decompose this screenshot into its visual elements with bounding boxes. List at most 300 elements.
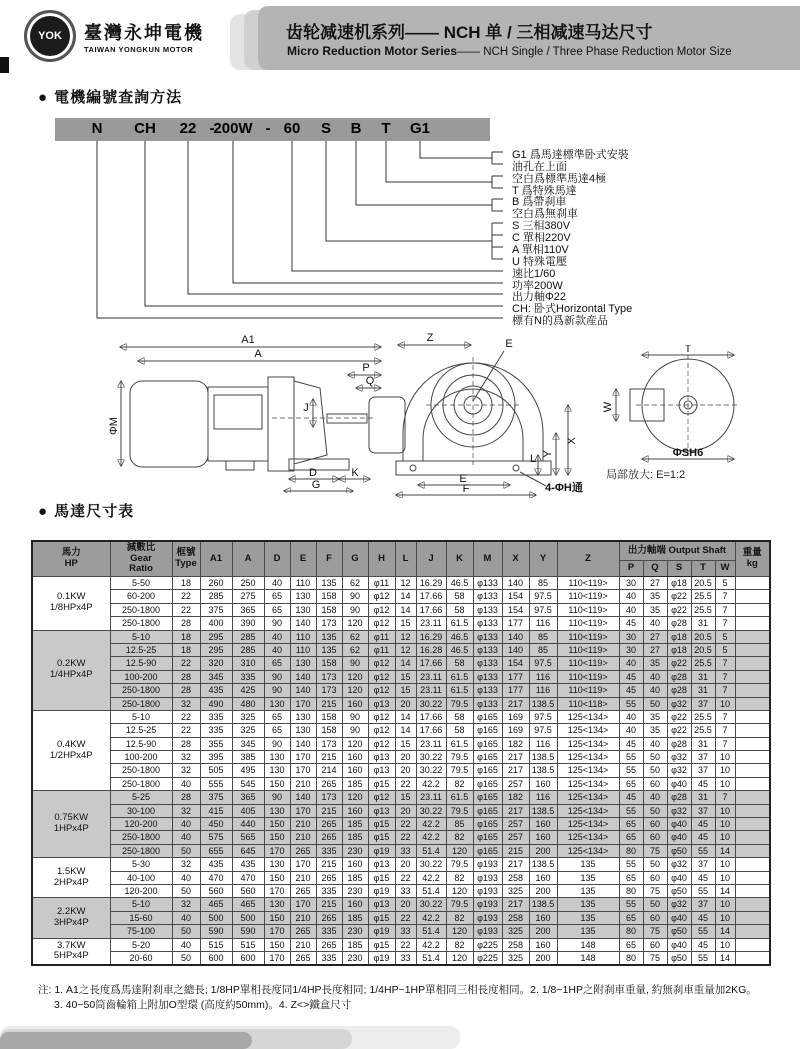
table-cell: 55 — [691, 844, 715, 857]
callout-label: U 特殊電壓 — [512, 256, 567, 268]
table-cell: φ32 — [667, 858, 691, 871]
table-cell: 250-1800 — [110, 844, 172, 857]
table-cell: 15 — [395, 684, 416, 697]
table-cell: φ18 — [667, 630, 691, 643]
table-cell: 405 — [232, 804, 264, 817]
table-cell — [735, 670, 770, 683]
dim-label-w: W — [602, 401, 614, 413]
table-cell: 75 — [643, 844, 667, 857]
table-cell: 15 — [395, 791, 416, 804]
table-cell: 12 — [395, 577, 416, 590]
table-cell: 130 — [264, 697, 290, 710]
table-cell: 65 — [619, 831, 643, 844]
table-cell: 5-10 — [110, 710, 172, 723]
table-cell: φ12 — [368, 710, 395, 723]
table-cell: 42.2 — [416, 831, 446, 844]
callout-label: T 爲特殊馬達 — [512, 185, 577, 197]
table-cell: 45 — [619, 791, 643, 804]
callout-label: 功率200W — [512, 280, 563, 292]
table-cell: 55 — [619, 898, 643, 911]
col-header: K — [446, 541, 473, 577]
table-cell: 125<134> — [557, 818, 619, 831]
table-cell: 170 — [290, 764, 316, 777]
table-cell: 480 — [232, 697, 264, 710]
table-cell: 40 — [619, 603, 643, 616]
callout-label: S 三相380V — [512, 220, 571, 232]
dim-label-x: X — [566, 437, 578, 445]
col-header: A1 — [200, 541, 232, 577]
table-row — [32, 670, 770, 683]
table-cell: φ11 — [368, 643, 395, 656]
table-cell: φ15 — [368, 818, 395, 831]
table-cell: 32 — [172, 804, 200, 817]
callout-label: 油孔在上面 — [512, 161, 567, 173]
table-cell: φ19 — [368, 884, 395, 897]
table-cell: φ40 — [667, 871, 691, 884]
table-cell: 335 — [316, 951, 342, 965]
table-cell: 265 — [316, 818, 342, 831]
table-cell: φ11 — [368, 577, 395, 590]
table-cell: 40 — [643, 684, 667, 697]
table-cell: φ165 — [473, 844, 502, 857]
table-cell: 130 — [264, 804, 290, 817]
table-cell: 45 — [619, 617, 643, 630]
table-cell: 20 — [395, 858, 416, 871]
table-cell — [735, 617, 770, 630]
table-cell: 82 — [446, 938, 473, 951]
table-cell — [735, 590, 770, 603]
drawing-side-view — [108, 333, 408, 493]
power-cell: 0.2KW 1/4HPx4P — [32, 630, 110, 710]
power-cell: 0.75KW 1HPx4P — [32, 791, 110, 858]
table-cell: 80 — [619, 844, 643, 857]
col-header: Y — [529, 541, 557, 577]
dim-label-e-top: E — [505, 338, 513, 350]
table-cell: 110<119> — [557, 670, 619, 683]
dim-label-q: Q — [365, 375, 375, 387]
col-header: X — [502, 541, 529, 577]
table-cell: 14 — [715, 844, 735, 857]
table-cell: 17.66 — [416, 603, 446, 616]
table-cell: 158 — [316, 603, 342, 616]
table-cell: 45 — [619, 684, 643, 697]
table-row — [32, 844, 770, 857]
table-cell: 50 — [643, 898, 667, 911]
table-cell: 5-30 — [110, 858, 172, 871]
table-cell: 22 — [395, 831, 416, 844]
table-cell: 33 — [395, 844, 416, 857]
dim-label-phi-m: ΦM — [108, 417, 120, 435]
footer-band-dark — [0, 1032, 252, 1049]
table-cell: 10 — [715, 831, 735, 844]
table-cell: 20.5 — [691, 643, 715, 656]
table-cell: φ22 — [667, 710, 691, 723]
table-cell: 325 — [502, 925, 529, 938]
table-cell: 7 — [715, 710, 735, 723]
table-cell: 465 — [200, 898, 232, 911]
table-cell: 170 — [264, 844, 290, 857]
table-cell: 215 — [316, 697, 342, 710]
table-cell: φ40 — [667, 777, 691, 790]
table-cell: 22 — [172, 724, 200, 737]
table-cell: 30.22 — [416, 898, 446, 911]
table-cell: 65 — [619, 911, 643, 924]
table-cell: 40 — [643, 670, 667, 683]
table-cell: 170 — [290, 898, 316, 911]
table-cell: 325 — [502, 951, 529, 965]
table-cell: 17.66 — [416, 724, 446, 737]
table-cell: 79.5 — [446, 751, 473, 764]
table-cell: 30-100 — [110, 804, 172, 817]
table-cell: 90 — [264, 791, 290, 804]
code-part-n: N — [91, 120, 103, 137]
table-cell: 80 — [619, 925, 643, 938]
table-cell: 230 — [342, 925, 368, 938]
table-cell: 173 — [316, 684, 342, 697]
table-row — [32, 925, 770, 938]
table-cell: 140 — [290, 737, 316, 750]
table-cell: 40 — [264, 577, 290, 590]
table-cell: 45 — [691, 818, 715, 831]
table-cell: 61.5 — [446, 617, 473, 630]
table-cell: 15 — [395, 670, 416, 683]
table-cell: 18 — [172, 577, 200, 590]
table-cell — [735, 831, 770, 844]
callout-label: 速比1/60 — [512, 268, 556, 280]
table-cell: 150 — [264, 871, 290, 884]
table-cell: 10 — [715, 938, 735, 951]
table-cell — [735, 951, 770, 965]
table-cell: 125<134> — [557, 751, 619, 764]
table-cell: φ13 — [368, 898, 395, 911]
table-cell: 37 — [691, 898, 715, 911]
table-cell: 217 — [502, 898, 529, 911]
table-row — [32, 777, 770, 790]
table-cell: 61.5 — [446, 791, 473, 804]
table-row — [32, 643, 770, 656]
table-cell — [735, 844, 770, 857]
table-cell: 173 — [316, 617, 342, 630]
table-cell: 42.2 — [416, 938, 446, 951]
table-cell: 173 — [316, 670, 342, 683]
table-cell: 575 — [200, 831, 232, 844]
table-cell: φ133 — [473, 657, 502, 670]
table-cell: 10 — [715, 818, 735, 831]
table-row — [32, 831, 770, 844]
table-cell: 210 — [290, 871, 316, 884]
table-cell: 7 — [715, 737, 735, 750]
table-cell: 200 — [529, 884, 557, 897]
table-cell: φ133 — [473, 603, 502, 616]
company-name-zh: 臺灣永坤電機 — [84, 22, 204, 43]
table-cell: 325 — [502, 884, 529, 897]
table-cell: 130 — [290, 657, 316, 670]
dim-label-holes: 4-ΦH通 — [545, 482, 583, 494]
table-cell: 90 — [264, 670, 290, 683]
table-cell: 25.5 — [691, 724, 715, 737]
table-cell: 22 — [172, 603, 200, 616]
table-cell: 130 — [264, 751, 290, 764]
table-cell: 10 — [715, 871, 735, 884]
table-cell — [735, 858, 770, 871]
table-cell: 31 — [691, 737, 715, 750]
dim-label-e-bottom: E — [459, 473, 467, 485]
table-cell: 177 — [502, 684, 529, 697]
table-cell: 645 — [232, 844, 264, 857]
table-cell: φ32 — [667, 764, 691, 777]
table-cell: 10 — [715, 764, 735, 777]
table-cell: 10 — [715, 804, 735, 817]
table-cell: φ133 — [473, 617, 502, 630]
table-cell: φ165 — [473, 791, 502, 804]
table-cell: 20.5 — [691, 630, 715, 643]
page-title-zh: 齿轮减速机系列—— NCH 单 / 三相减速马达尺寸 — [286, 23, 653, 42]
col-header: E — [290, 541, 316, 577]
table-cell: 138.5 — [529, 764, 557, 777]
table-cell: φ193 — [473, 884, 502, 897]
table-cell: 295 — [200, 643, 232, 656]
table-cell: 42.2 — [416, 871, 446, 884]
table-cell: 79.5 — [446, 697, 473, 710]
table-cell: 20 — [395, 898, 416, 911]
table-cell: 62 — [342, 643, 368, 656]
table-cell: 31 — [691, 617, 715, 630]
table-cell: 470 — [200, 871, 232, 884]
table-cell: φ165 — [473, 831, 502, 844]
table-cell: 5 — [715, 643, 735, 656]
table-cell: 116 — [529, 670, 557, 683]
table-cell: 160 — [529, 938, 557, 951]
table-cell: 27 — [643, 630, 667, 643]
table-cell: φ15 — [368, 831, 395, 844]
section-heading-text: 馬達尺寸表 — [54, 503, 135, 520]
table-row — [32, 724, 770, 737]
table-cell: 45 — [691, 938, 715, 951]
col-header: 框號 Type — [172, 541, 200, 577]
dim-label-k: K — [351, 467, 359, 479]
table-cell: 7 — [715, 791, 735, 804]
table-cell: 90 — [264, 737, 290, 750]
table-cell: 82 — [446, 911, 473, 924]
table-cell: 265 — [290, 844, 316, 857]
code-dash-1: - — [209, 120, 215, 137]
table-cell: 85 — [529, 630, 557, 643]
table-cell: 30 — [619, 643, 643, 656]
table-cell: 40 — [619, 590, 643, 603]
table-cell: 335 — [232, 670, 264, 683]
table-cell: 170 — [290, 697, 316, 710]
table-cell: 135 — [316, 630, 342, 643]
table-cell: 215 — [316, 751, 342, 764]
company-logo — [24, 10, 204, 62]
table-cell: 365 — [232, 791, 264, 804]
table-cell: 215 — [502, 844, 529, 857]
table-cell: 375 — [200, 791, 232, 804]
table-cell: 258 — [502, 911, 529, 924]
table-cell: 35 — [643, 710, 667, 723]
table-cell: 31 — [691, 684, 715, 697]
table-cell: 230 — [342, 951, 368, 965]
table-cell: 22 — [172, 590, 200, 603]
table-cell: 365 — [232, 603, 264, 616]
table-cell: 110<119> — [557, 577, 619, 590]
model-code-bar — [55, 118, 490, 141]
table-cell: 65 — [264, 590, 290, 603]
table-cell: 135 — [557, 925, 619, 938]
table-cell: 60 — [643, 831, 667, 844]
power-cell: 1.5KW 2HPx4P — [32, 858, 110, 898]
table-cell: 160 — [342, 898, 368, 911]
table-cell: 385 — [232, 751, 264, 764]
table-cell — [735, 777, 770, 790]
table-cell: 33 — [395, 951, 416, 965]
table-cell: 258 — [502, 871, 529, 884]
table-cell: 90 — [342, 657, 368, 670]
table-cell: 110 — [290, 577, 316, 590]
table-cell: 100-200 — [110, 670, 172, 683]
table-cell: 30.22 — [416, 697, 446, 710]
table-cell: 37 — [691, 751, 715, 764]
table-cell: φ18 — [667, 577, 691, 590]
table-cell: 169 — [502, 724, 529, 737]
table-cell: φ165 — [473, 737, 502, 750]
col-header: T — [691, 561, 715, 577]
table-cell: 45 — [691, 871, 715, 884]
table-cell: 177 — [502, 670, 529, 683]
table-cell: 150 — [264, 831, 290, 844]
table-cell: 590 — [200, 925, 232, 938]
table-cell: 275 — [232, 590, 264, 603]
table-cell: 470 — [232, 871, 264, 884]
code-part-t: T — [381, 120, 391, 137]
table-row — [32, 858, 770, 871]
col-header: P — [619, 561, 643, 577]
table-cell: 138.5 — [529, 697, 557, 710]
table-cell: 217 — [502, 804, 529, 817]
table-cell: 22 — [395, 777, 416, 790]
table-cell — [735, 684, 770, 697]
table-cell: 50 — [172, 925, 200, 938]
table-row — [32, 911, 770, 924]
table-cell: 185 — [342, 831, 368, 844]
table-cell: 200 — [529, 844, 557, 857]
table-cell: 200 — [529, 951, 557, 965]
table-row — [32, 951, 770, 965]
table-cell: 31 — [691, 791, 715, 804]
table-cell: φ12 — [368, 670, 395, 683]
drawing-front-view — [365, 333, 583, 498]
table-cell: 335 — [200, 724, 232, 737]
table-cell: 65 — [264, 710, 290, 723]
table-cell: 40 — [619, 710, 643, 723]
table-cell: 173 — [316, 737, 342, 750]
table-cell: 40 — [643, 791, 667, 804]
table-cell: 51.4 — [416, 951, 446, 965]
table-cell: 125<134> — [557, 804, 619, 817]
table-cell: φ50 — [667, 844, 691, 857]
table-cell: 250 — [232, 577, 264, 590]
table-cell: φ28 — [667, 617, 691, 630]
table-cell: 14 — [715, 951, 735, 965]
table-cell: φ15 — [368, 911, 395, 924]
table-cell: 23.11 — [416, 737, 446, 750]
table-cell: 214 — [316, 764, 342, 777]
table-cell: 23.11 — [416, 684, 446, 697]
table-cell: 35 — [643, 590, 667, 603]
table-cell: 120 — [446, 925, 473, 938]
table-cell: 90 — [264, 617, 290, 630]
table-cell: 265 — [290, 951, 316, 965]
col-header: M — [473, 541, 502, 577]
table-cell: 10 — [715, 911, 735, 924]
table-cell: 325 — [232, 724, 264, 737]
table-cell: φ165 — [473, 710, 502, 723]
table-cell: 30.22 — [416, 858, 446, 871]
table-cell: 7 — [715, 657, 735, 670]
table-cell: 5 — [715, 577, 735, 590]
table-cell: 505 — [200, 764, 232, 777]
table-cell: 97.5 — [529, 603, 557, 616]
table-cell: 185 — [342, 777, 368, 790]
footnote-line: 3. 40~50筒齒輪箱上附加O型環 (高度約50mm)。4. Z<>鐵盒尺寸 — [54, 999, 352, 1012]
callout-label: G1 爲馬達標準卧式安裝 — [512, 149, 629, 161]
table-cell: 258 — [502, 938, 529, 951]
col-header: W — [715, 561, 735, 577]
table-cell: 110<118> — [557, 697, 619, 710]
table-cell: 32 — [172, 898, 200, 911]
table-cell: 465 — [232, 898, 264, 911]
table-cell: 40-100 — [110, 871, 172, 884]
table-cell: 55 — [619, 751, 643, 764]
table-cell: 140 — [502, 577, 529, 590]
table-cell: 45 — [691, 911, 715, 924]
table-cell: 169 — [502, 710, 529, 723]
table-cell: 51.4 — [416, 925, 446, 938]
section-heading-table — [38, 500, 134, 521]
table-cell: φ13 — [368, 764, 395, 777]
callout-label: CH: 卧式Horizontal Type — [512, 303, 633, 315]
table-cell: 120 — [342, 791, 368, 804]
table-cell: 32 — [172, 697, 200, 710]
table-cell: φ165 — [473, 751, 502, 764]
table-cell: 285 — [200, 590, 232, 603]
table-cell: φ50 — [667, 884, 691, 897]
table-cell: 30.22 — [416, 764, 446, 777]
table-cell: 125<134> — [557, 724, 619, 737]
table-cell: 17.66 — [416, 657, 446, 670]
table-cell: 116 — [529, 617, 557, 630]
table-cell: φ28 — [667, 737, 691, 750]
dim-label-p: P — [362, 362, 370, 374]
table-cell: 50 — [172, 884, 200, 897]
table-cell: 135 — [557, 871, 619, 884]
col-header: 馬力 HP — [32, 541, 110, 577]
table-cell: 12 — [395, 643, 416, 656]
table-cell: 230 — [342, 884, 368, 897]
table-cell: 40 — [643, 617, 667, 630]
table-cell: 154 — [502, 657, 529, 670]
table-cell: 210 — [290, 911, 316, 924]
table-row — [32, 818, 770, 831]
table-cell — [735, 764, 770, 777]
table-row — [32, 617, 770, 630]
table-cell: 560 — [200, 884, 232, 897]
col-header: L — [395, 541, 416, 577]
table-cell: 55 — [691, 925, 715, 938]
table-cell: 160 — [529, 911, 557, 924]
table-cell: 62 — [342, 577, 368, 590]
table-cell: φ40 — [667, 831, 691, 844]
